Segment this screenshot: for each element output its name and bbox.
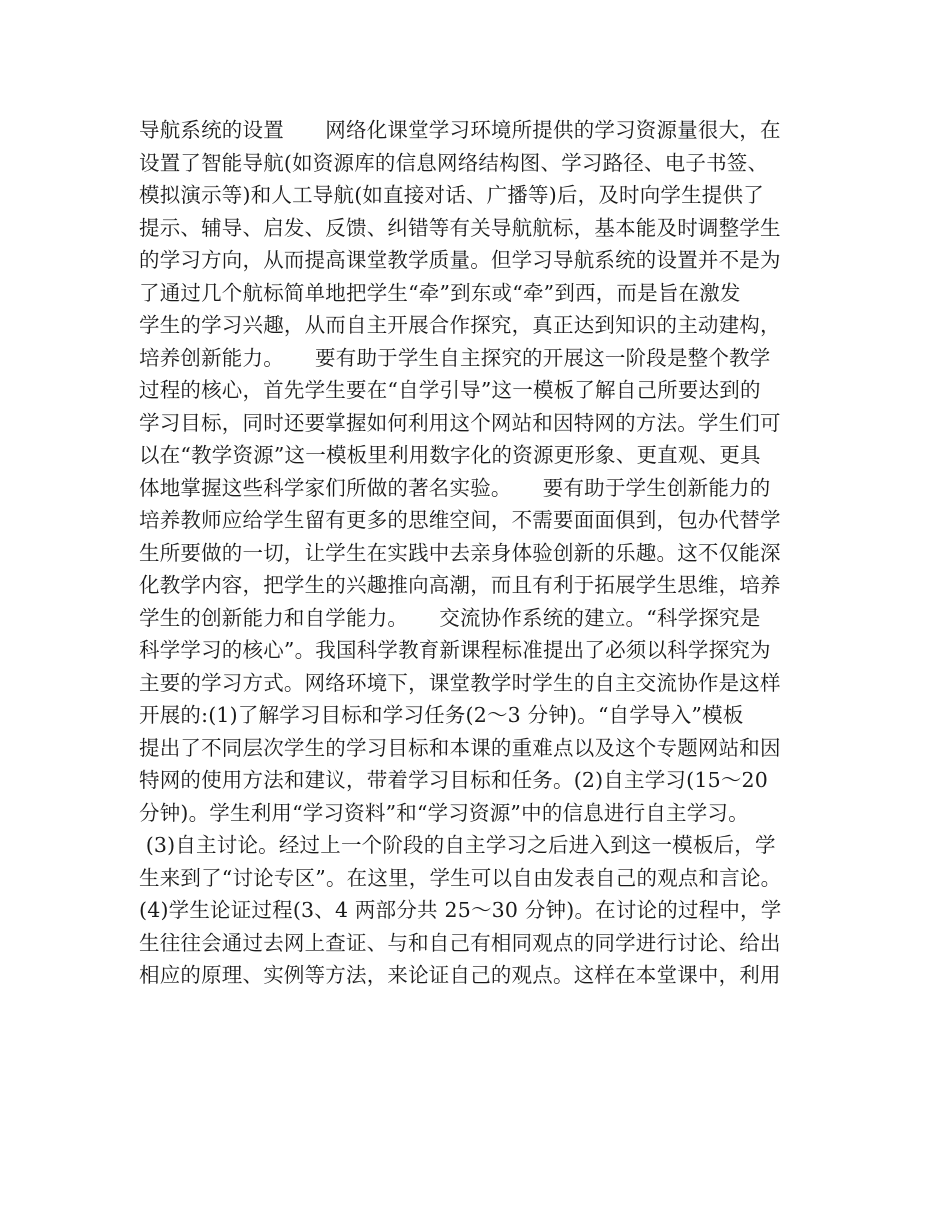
text-line: 生来到了“讨论专区”。在这里，学生可以自由发表自己的观点和言论。 <box>139 865 782 890</box>
text-line: 学习目标，同时还要掌握如何利用这个网站和因特网的方法。学生们可 <box>139 410 781 435</box>
text-line: 分钟)。学生利用“学习资料”和“学习资源”中的信息进行自主学习。 <box>139 800 749 825</box>
text-line: 过程的核心，首先学生要在“自学引导”这一模板了解自己所要达到的 <box>139 378 761 402</box>
text-line: 培养教师应给学生留有更多的思维空间，不需要面面俱到，包办代替学 <box>139 508 781 532</box>
text-line: 特网的使用方法和建议，带着学习目标和任务。(2)自主学习(15～20 <box>139 768 769 792</box>
text-line: 模拟演示等)和人工导航(如直接对话、广播等)后，及时向学生提供了 <box>139 183 764 207</box>
text-line: (3)自主讨论。经过上一个阶段的自主学习之后进入到这一模板后，学 <box>139 833 776 857</box>
text-line: 设置了智能导航(如资源库的信息网络结构图、学习路径、电子书签、 <box>139 150 769 175</box>
text-line: 提示、辅导、启发、反馈、纠错等有关导航航标，基本能及时调整学生 <box>139 215 781 240</box>
text-line: 学生的创新能力和自学能力。 交流协作系统的建立。“科学探究是 <box>139 605 761 630</box>
text-line: 主要的学习方式。网络环境下，课堂教学时学生的自主交流协作是这样 <box>139 670 781 695</box>
text-line: 开展的:(1)了解学习目标和学习任务(2～3 分钟)。“自学导入”模板 <box>139 703 744 727</box>
text-line: 的学习方向，从而提高课堂教学质量。但学习导航系统的设置并不是为 <box>139 248 781 272</box>
text-line: 以在“教学资源”这一模板里利用数字化的资源更形象、更直观、更具 <box>139 443 761 467</box>
text-line: 了通过几个航标简单地把学生“牵”到东或“牵”到西，而是旨在激发 <box>139 280 741 305</box>
text-line: 科学学习的核心”。我国科学教育新课程标准提出了必须以科学探究为 <box>139 638 771 662</box>
text-line: 培养创新能力。 要有助于学生自主探究的开展这一阶段是整个教学 <box>139 345 771 370</box>
text-line: (4)学生论证过程(3、4 两部分共 25～30 分钟)。在讨论的过程中，学 <box>139 898 782 922</box>
text-line: 生往往会通过去网上查证、与和自己有相同观点的同学进行讨论、给出 <box>139 930 781 955</box>
text-line: 导航系统的设置 网络化课堂学习环境所提供的学习资源量很大，在 <box>139 118 781 142</box>
text-line: 体地掌握这些科学家们所做的著名实验。 要有助于学生创新能力的 <box>139 475 771 500</box>
text-line: 学生的学习兴趣，从而自主开展合作探究，真正达到知识的主动建构， <box>139 313 781 337</box>
text-line: 生所要做的一切，让学生在实践中去亲身体验创新的乐趣。这不仅能深 <box>139 540 781 565</box>
text-line: 相应的原理、实例等方法，来论证自己的观点。这样在本堂课中，利用 <box>139 963 781 987</box>
text-line: 提出了不同层次学生的学习目标和本课的重难点以及这个专题网站和因 <box>139 735 781 760</box>
body-text <box>139 114 819 992</box>
text-line: 化教学内容，把学生的兴趣推向高潮，而且有利于拓展学生思维，培养 <box>139 573 781 597</box>
